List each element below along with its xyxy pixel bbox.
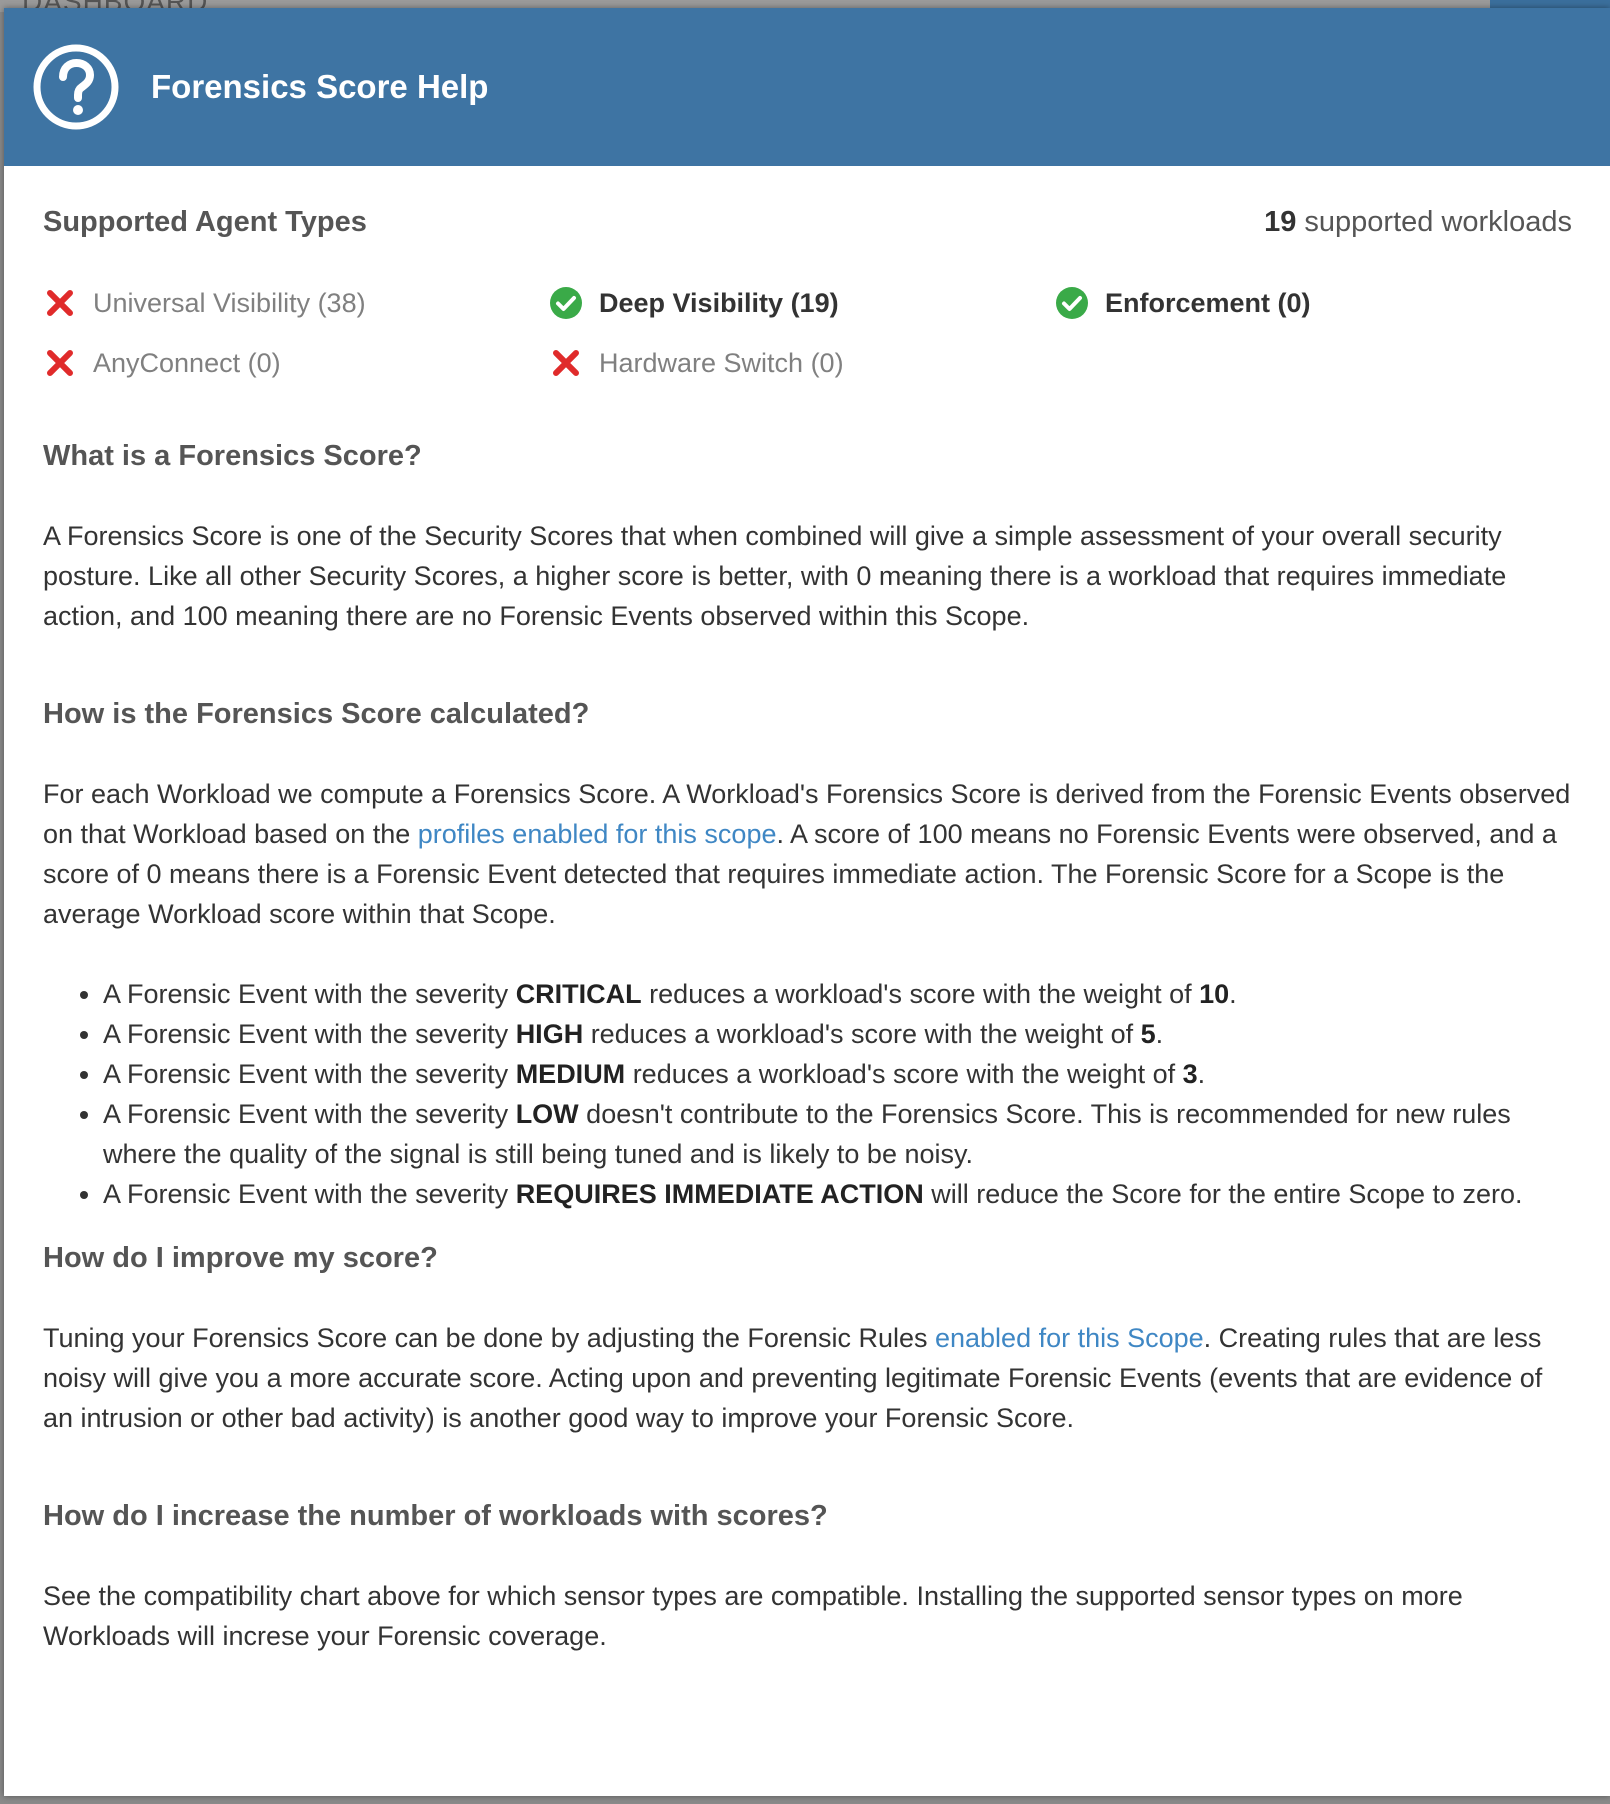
severity-level: MEDIUM [515, 1059, 626, 1089]
severity-level: HIGH [515, 1019, 584, 1049]
agent-types-grid [43, 285, 1572, 381]
severity-level: CRITICAL [515, 979, 642, 1009]
increase-heading: How do I increase the number of workloads with scores? [43, 1500, 828, 1532]
severity-list-item [103, 1054, 1572, 1094]
improve-text-after: . Creating rules that are less noisy will give you a more accurate score. Acting upon and preventing legitimate Forensic Events (events that are evidence of an intrusion or other bad activity) is another good way to improve your Forensic Score. [43, 1323, 1543, 1433]
how-text-after: . A score of 100 means no Forensic Events were observed, and a score of 0 means there is a Forensic Event detected that requires immediate action. The Forensic Score for a Scope is the average Workload score within that Scope. [43, 819, 1557, 929]
agent-type-label: AnyConnect (0) [93, 347, 281, 378]
severity-list-item [103, 974, 1572, 1014]
what-is-heading: What is a Forensics Score? [43, 440, 422, 472]
severity-level: LOW [515, 1099, 579, 1129]
forensics-help-modal [4, 8, 1610, 1796]
supported-agents-header [43, 206, 1572, 239]
severity-post: . [1229, 979, 1237, 1009]
severity-mid: reduces a workload's score with the weight of [583, 1019, 1141, 1049]
modal-title: Forensics Score Help [151, 68, 489, 105]
severity-list-item [103, 1014, 1572, 1054]
severity-mid: reduces a workload's score with the weight of [625, 1059, 1183, 1089]
severity-post: . [1197, 1059, 1206, 1089]
severity-mid: will reduce the Score for the entire Scope to zero. [923, 1179, 1523, 1209]
supported-agent-types-title: Supported Agent Types [43, 206, 367, 238]
agent-type-label: Enforcement (0) [1105, 287, 1311, 318]
severity-pre: A Forensic Event with the severity [103, 1019, 516, 1049]
x-icon [43, 286, 77, 320]
severity-weight: 10 [1199, 979, 1230, 1009]
severity-mid: doesn't contribute to the Forensics Score. This is recommended for new rules where the quality of the signal is still being tuned and is likely to be noisy. [103, 1099, 1511, 1169]
agent-type-label: Deep Visibility (19) [599, 287, 839, 318]
improve-heading: How do I improve my score? [43, 1242, 438, 1274]
agent-type-item [549, 285, 1055, 321]
enabled-for-scope-link[interactable]: enabled for this Scope [934, 1323, 1204, 1353]
agent-type-item [1055, 285, 1561, 321]
severity-pre: A Forensic Event with the severity [103, 1059, 516, 1089]
profiles-enabled-link[interactable]: profiles enabled for this scope [417, 819, 777, 849]
severity-list-item [103, 1174, 1572, 1214]
workload-count-suffix: supported workloads [1296, 206, 1572, 238]
improve-text [43, 1318, 1572, 1438]
how-calculated-heading: How is the Forensics Score calculated? [43, 698, 590, 730]
severity-mid: reduces a workload's score with the weight of [641, 979, 1200, 1009]
improve-text-before: Tuning your Forensics Score can be done by adjusting the Forensic Rules [43, 1323, 935, 1353]
severity-weight: 3 [1182, 1059, 1198, 1089]
x-icon [43, 346, 77, 380]
increase-text: See the compatibility chart above for which sensor types are compatible. Installing the supported sensor types on more Workloads will increse your Forensic coverage. [43, 1581, 1463, 1651]
modal-header [4, 8, 1610, 166]
severity-pre: A Forensic Event with the severity [103, 1099, 516, 1129]
severity-list [43, 974, 1572, 1214]
agent-type-item [43, 285, 549, 321]
severity-weight: 5 [1140, 1019, 1156, 1049]
check-circle-icon [549, 286, 583, 320]
agent-type-label: Hardware Switch (0) [599, 347, 844, 378]
severity-level: REQUIRES IMMEDIATE ACTION [515, 1179, 924, 1209]
what-is-text: A Forensics Score is one of the Security Scores that when combined will give a simple assessment of your overall security posture. Like all other Security Scores, a higher score is better, with 0 meaning there is a workload that requires immediate action, and 100 meaning there are no Forensic Events observed within this Scope. [43, 521, 1507, 631]
how-text-before: For each Workload we compute a Forensics Score. A Workload's Forensics Score is derived from the Forensic Events observed on that Workload based on the [43, 779, 1571, 849]
agent-type-item [43, 345, 549, 381]
agent-type-label: Universal Visibility (38) [93, 287, 366, 318]
severity-pre: A Forensic Event with the severity [103, 1179, 516, 1209]
question-circle-icon [32, 43, 120, 131]
severity-list-item [103, 1094, 1572, 1174]
agent-type-item [549, 345, 1055, 381]
severity-post: . [1155, 1019, 1164, 1049]
check-circle-icon [1055, 286, 1089, 320]
modal-body[interactable] [4, 166, 1610, 1656]
severity-pre: A Forensic Event with the severity [103, 979, 516, 1009]
how-calculated-text [43, 774, 1572, 934]
supported-workloads-count [1264, 206, 1572, 239]
x-icon [549, 346, 583, 380]
workload-count-number: 19 [1264, 206, 1297, 238]
